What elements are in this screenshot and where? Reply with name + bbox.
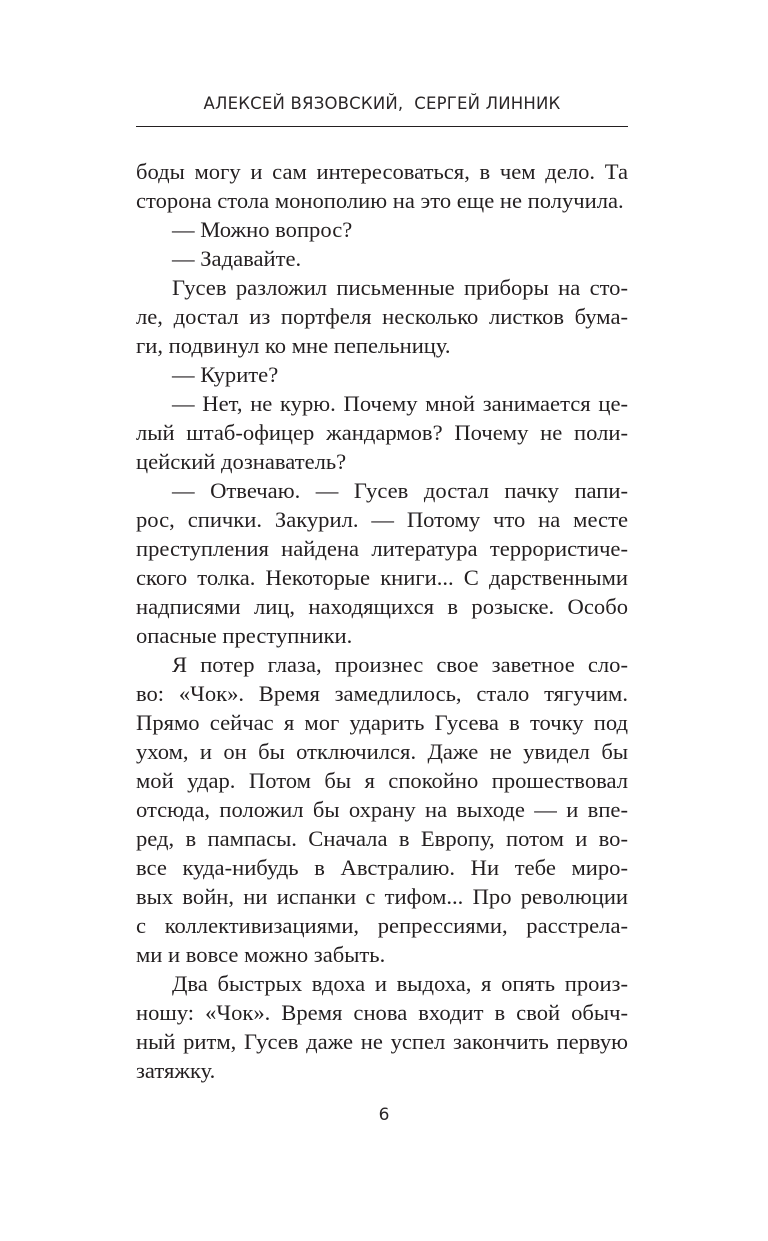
text-line: надписями лиц, находящихся в розыске. Особо bbox=[136, 594, 628, 619]
text-line: сторона стола монополию на это еще не получила. bbox=[136, 188, 624, 213]
text-line: Прямо сейчас я мог ударить Гусева в точку под bbox=[136, 710, 628, 735]
text-line: затяжку. bbox=[136, 1058, 216, 1083]
text-line: ухом, и он бы отключился. Даже не увидел бы bbox=[136, 739, 628, 764]
text-line: — Задавайте. bbox=[172, 246, 302, 271]
text-line: ред, в пампасы. Сначала в Европу, потом и во- bbox=[136, 826, 628, 851]
text-line: мой удар. Потом бы я спокойно прошествовал bbox=[136, 768, 628, 793]
text-line: боды могу и сам интересоваться, в чем дело. Та bbox=[136, 159, 628, 184]
text-line: цейский дознаватель? bbox=[136, 449, 347, 474]
text-line: Гусев разложил письменные приборы на сто- bbox=[172, 275, 628, 300]
text-line: преступления найдена литература террористиче- bbox=[136, 536, 628, 561]
header-rule bbox=[136, 126, 628, 127]
text-line: Я потер глаза, произнес свое заветное сло- bbox=[172, 652, 628, 677]
body-text bbox=[136, 157, 628, 1085]
text-line: Два быстрых вдоха и выдоха, я опять произ- bbox=[172, 971, 628, 996]
text-line: — Можно вопрос? bbox=[172, 217, 353, 242]
text-line: с коллективизациями, репрессиями, расстрела- bbox=[136, 913, 628, 938]
text-line: ского толка. Некоторые книги... С дарственными bbox=[136, 565, 628, 590]
text-line: ный ритм, Гусев даже не успел закончить первую bbox=[136, 1029, 628, 1054]
text-line: ношу: «Чок». Время снова входит в свой обыч- bbox=[136, 1000, 628, 1025]
text-line: опасные преступники. bbox=[136, 623, 353, 648]
text-line: все куда-нибудь в Австралию. Ни тебе миро- bbox=[136, 855, 628, 880]
text-line: рос, спички. Закурил. — Потому что на месте bbox=[136, 507, 628, 532]
text-line: ги, подвинул ко мне пепельницу. bbox=[136, 333, 451, 358]
text-line: — Отвечаю. — Гусев достал пачку папи- bbox=[172, 478, 628, 503]
text-line: лый штаб-офицер жандармов? Почему не поли- bbox=[136, 420, 628, 445]
page-number: 6 bbox=[378, 1105, 390, 1125]
text-line: вых войн, ни испанки с тифом... Про революции bbox=[136, 884, 628, 909]
text-line: ле, достал из портфеля несколько листков бума- bbox=[136, 304, 628, 329]
text-line: во: «Чок». Время замедлилось, стало тягучим. bbox=[136, 681, 628, 706]
text-line: — Курите? bbox=[172, 362, 279, 387]
text-line: — Нет, не курю. Почему мной занимается це- bbox=[172, 391, 628, 416]
text-line: ми и вовсе можно забыть. bbox=[136, 942, 386, 967]
running-head: АЛЕКСЕЙ ВЯЗОВСКИЙ, СЕРГЕЙ ЛИННИК bbox=[203, 94, 561, 113]
text-line: отсюда, положил бы охрану на выходе — и впе- bbox=[136, 797, 628, 822]
